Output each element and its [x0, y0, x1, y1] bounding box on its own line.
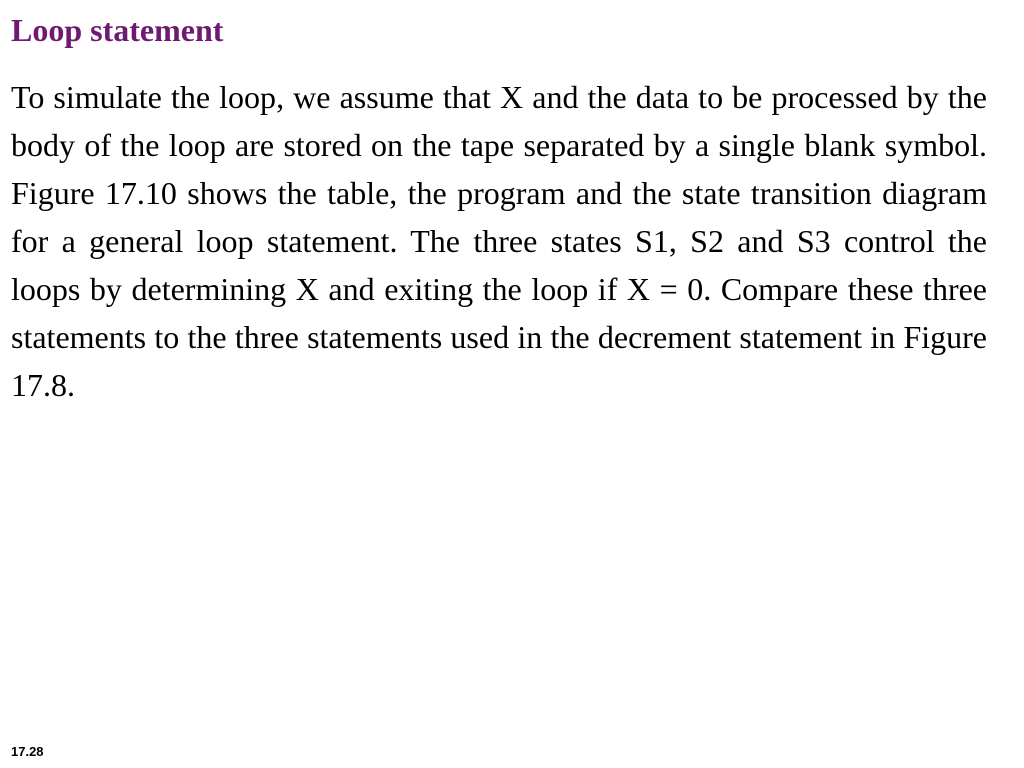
- slide-title: Loop statement: [11, 12, 224, 48]
- slide-page-number: 17.28: [11, 744, 44, 759]
- slide-body-text: To simulate the loop, we assume that X and the data to be processed by the body of the loop are stored on the tape separated by a single blank symbol. Figure 17.10 shows the table, the program and the state transition diagram for a general loop statement. The three states S1, S2 and S3 control the loops by determining X and exiting the loop if X = 0. Compare these three statements to the three statements used in the decrement statement in Figure 17.8.: [11, 79, 987, 403]
